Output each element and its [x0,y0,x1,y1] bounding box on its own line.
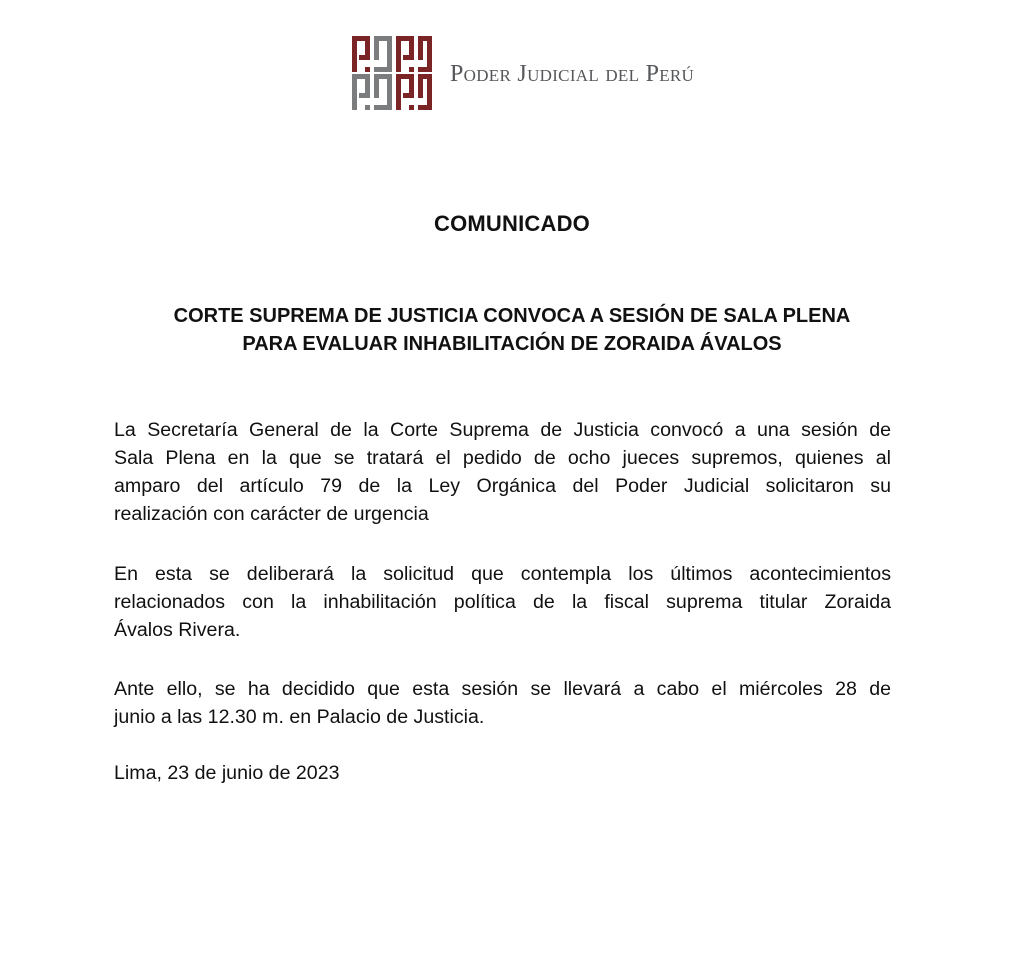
date-line: Lima, 23 de junio de 2023 [114,762,340,784]
paragraph-line: Ante ello, se ha decidido que esta sesión se llevará a cabo el miércoles 28 de [114,678,891,700]
paragraph-line: junio a las 12.30 m. en Palacio de Justicia. [114,706,485,728]
paragraph-convocation [114,416,891,528]
header [352,36,694,110]
paragraph-line: La Secretaría General de la Corte Suprema de Justicia convocó a una sesión de [114,419,891,441]
paragraph-line: Ávalos Rivera. [114,619,241,641]
document-type-heading: COMUNICADO [434,211,590,236]
title-line: PARA EVALUAR INHABILITACIÓN DE ZORAIDA ÁVALOS [242,333,782,355]
paragraph-session-date [114,675,891,731]
paragraph-line: amparo del artículo 79 de la Ley Orgánica del Poder Judicial solicitaron su [114,475,891,497]
paragraph-line: relacionados con la inhabilitación política de la fiscal suprema titular Zoraida [114,591,891,613]
paragraph-deliberation [114,560,891,644]
paragraph-line: realización con carácter de urgencia [114,503,429,525]
paragraph-line: Sala Plena en la que se tratará el pedido de ocho jueces supremos, quienes al [114,447,891,469]
poder-judicial-logo-icon [352,36,432,110]
paragraph-line: En esta se deliberará la solicitud que contempla los últimos acontecimientos [114,563,891,585]
document-title [90,302,934,358]
title-line: CORTE SUPREMA DE JUSTICIA CONVOCA A SESIÓN DE SALA PLENA [173,305,851,327]
institution-name: Poder Judicial del Perú [450,60,695,87]
